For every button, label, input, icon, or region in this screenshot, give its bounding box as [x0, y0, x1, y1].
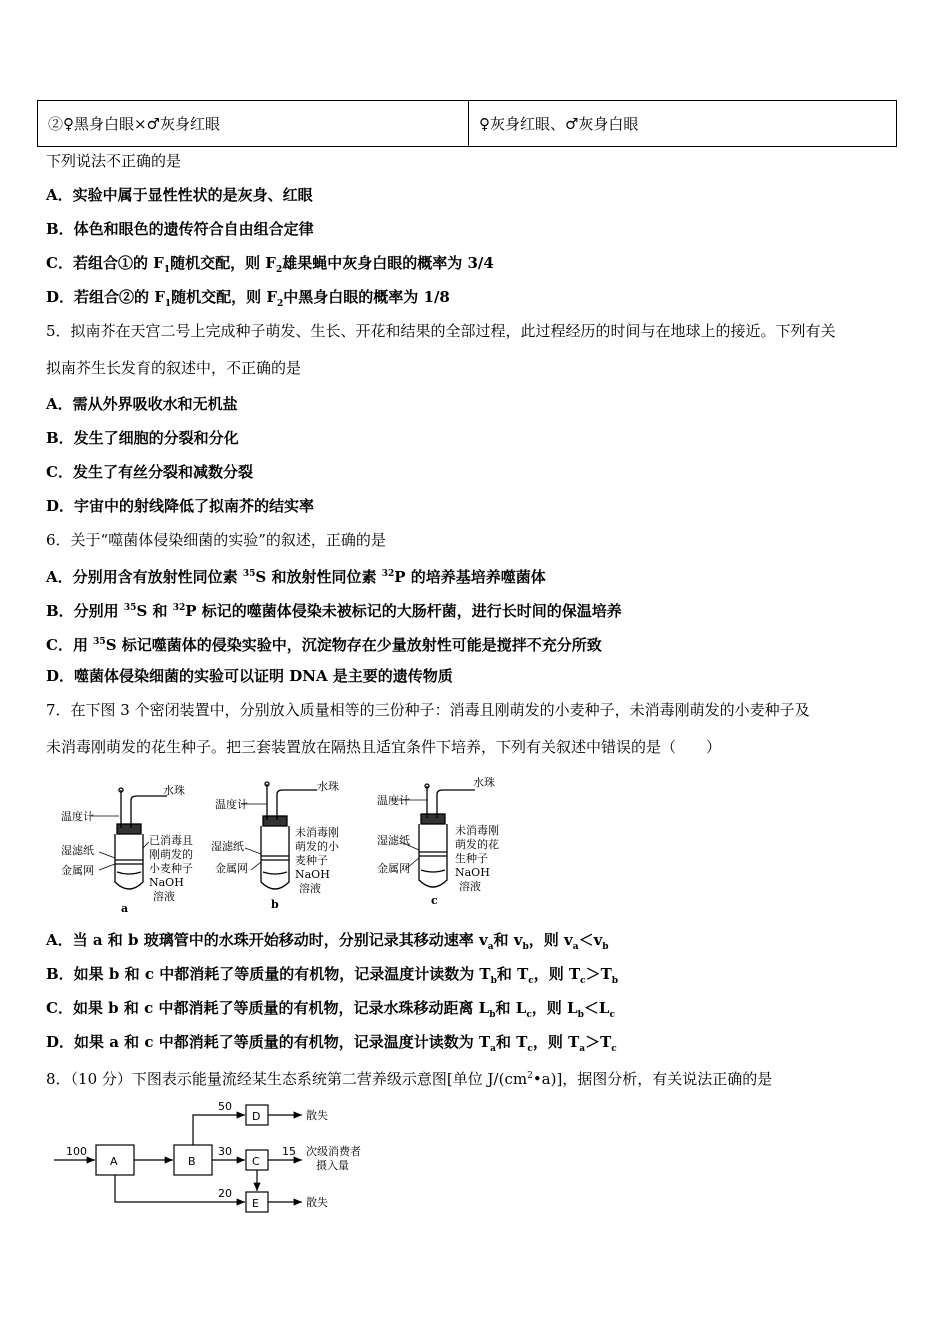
q8-stem: 8．（10 分）下图表示能量流经某生态系统第二营养级示意图[单位 $J/(cm^2•a)$]，据图分析，有关说法正确的是 [46, 1070, 773, 1088]
energy-flow-diagram [50, 1095, 390, 1220]
seed-a-line3: 小麦种子 [149, 862, 193, 875]
q7-option-b: B．如果 b 和 c 中都消耗了等质量的有机物，记录温度计读数为 $T_b$和 $T_c$，则 $T_c>T_b$ [46, 965, 619, 986]
to-c-value: 30 [218, 1145, 232, 1158]
q6-option-c: C．用 $^{35}$S 标记噬菌体的侵染实验中，沉淀物存在少量放射性可能是搅拌不充分所致 [46, 636, 602, 654]
seed-c-line3: 生种子 [455, 852, 488, 865]
consumer-label-line2: 摄入量 [316, 1159, 349, 1172]
cross-table [37, 100, 897, 147]
label-b: b [271, 898, 279, 911]
to-d-value: 50 [218, 1100, 232, 1113]
label-a: a [121, 902, 129, 915]
seed-a-line1: 已消毒且 [149, 834, 193, 847]
seed-b-line2: 萌发的小 [295, 840, 339, 853]
q6-stem: 6．关于“噬菌体侵染细菌的实验”的叙述，正确的是 [46, 531, 386, 549]
thermometer-label-a: 温度计 [61, 810, 94, 823]
solution-label-a: 溶液 [153, 890, 175, 903]
q5-stem-line1: 5．拟南芥在天宫二号上完成种子萌发、生长、开花和结果的全部过程，此过程经历的时间与在地球上的接近。下列有关 [46, 322, 836, 340]
q7-stem-line2: 未消毒刚萌发的花生种子。把三套装置放在隔热且适宜条件下培养，下列有关叙述中错误的是（ ） [46, 738, 722, 756]
q4-stem: 下列说法不正确的是 [46, 152, 182, 170]
q4-option-d: D．若组合②的 $F_1$随机交配，则 $F_2$中黑身白眼的概率为 1/8 [46, 288, 450, 309]
q6-option-d: D．噬菌体侵染细菌的实验可以证明 DNA 是主要的遗传物质 [46, 667, 453, 685]
q7-option-c: C．如果 b 和 c 中都消耗了等质量的有机物，记录水珠移动距离 $L_b$和 $L_c$，则 $L_b<L_c$ [46, 999, 615, 1020]
table-cell-cross: ②♀黑身白眼×♂灰身红眼 [38, 101, 469, 147]
box-e-label: E [252, 1197, 259, 1210]
seed-c-line2: 萌发的花 [455, 838, 499, 851]
q4-option-a: A．实验中属于显性性状的是灰身、红眼 [46, 186, 313, 204]
water-drop-label-c: 水珠 [473, 776, 495, 789]
q7-stem-line1: 7．在下图 3 个密闭装置中，分别放入质量相等的三份种子：消毒且刚萌发的小麦种子，未消毒刚萌发的小麦种子及 [46, 701, 810, 719]
solution-label-b: 溶液 [299, 882, 321, 895]
seed-a-line2: 刚萌发的 [149, 848, 193, 861]
water-drop-label-b: 水珠 [317, 780, 339, 793]
metal-net-label-c: 金属网 [377, 862, 410, 875]
q7-option-d: D．如果 a 和 c 中都消耗了等质量的有机物，记录温度计读数为 $T_a$和 $T_c$，则 $T_a>T_c$ [46, 1033, 617, 1054]
solution-label-c: 溶液 [459, 880, 481, 893]
apparatus-figure [55, 772, 515, 917]
metal-net-label-b: 金属网 [215, 862, 248, 875]
table-cell-result: ♀灰身红眼、♂灰身白眼 [469, 101, 897, 147]
q5-option-a: A．需从外界吸收水和无机盐 [46, 395, 238, 413]
q6-option-a: A．分别用含有放射性同位素 $^{35}$S 和放射性同位素 $^{32}$P 的培养基培养噬菌体 [46, 568, 546, 586]
box-a-label: A [110, 1155, 118, 1168]
label-c: c [431, 894, 438, 907]
wet-paper-label-a: 湿滤纸 [61, 844, 94, 857]
q4-option-c: C．若组合①的 $F_1$随机交配，则 $F_2$雄果蝇中灰身白眼的概率为 3/4 [46, 254, 494, 275]
to-e-value: 20 [218, 1187, 232, 1200]
q4-option-b: B．体色和眼色的遗传符合自由组合定律 [46, 220, 314, 238]
naoh-label-b: NaOH [295, 868, 330, 881]
metal-net-label-a: 金属网 [61, 864, 94, 877]
seed-c-line1: 未消毒刚 [455, 824, 499, 837]
consumer-label-line1: 次级消费者 [306, 1145, 361, 1158]
water-drop-label-a: 水珠 [163, 784, 185, 797]
wet-paper-label-c: 湿滤纸 [377, 834, 410, 847]
seed-b-line3: 麦种子 [295, 854, 328, 867]
naoh-label-a: NaOH [149, 876, 184, 889]
table-row [38, 101, 897, 147]
wet-paper-label-b: 湿滤纸 [211, 840, 244, 853]
input-value: 100 [66, 1145, 87, 1158]
thermometer-label-b: 温度计 [215, 798, 248, 811]
naoh-label-c: NaOH [455, 866, 490, 879]
dissipate-label-e: 散失 [306, 1196, 328, 1209]
q7-option-a: A．当 a 和 b 玻璃管中的水珠开始移动时，分别记录其移动速率 $v_a$和 $v_b$，则 $v_a<v_b$ [46, 931, 609, 952]
q6-option-b: B．分别用 $^{35}$S 和 $^{32}$P 标记的噬菌体侵染未被标记的大肠杆菌，进行长时间的保温培养 [46, 602, 622, 620]
c-out-value: 15 [282, 1145, 296, 1158]
thermometer-label-c: 温度计 [377, 794, 410, 807]
q5-option-b: B．发生了细胞的分裂和分化 [46, 429, 239, 447]
dissipate-label-d: 散失 [306, 1109, 328, 1122]
q5-option-c: C．发生了有丝分裂和减数分裂 [46, 463, 253, 481]
box-c-label: C [252, 1155, 260, 1168]
box-d-label: D [252, 1110, 261, 1123]
q5-stem-line2: 拟南芥生长发育的叙述中，不正确的是 [46, 359, 302, 377]
q5-option-d: D．宇宙中的射线降低了拟南芥的结实率 [46, 497, 315, 515]
box-b-label: B [188, 1155, 196, 1168]
seed-b-line1: 未消毒刚 [295, 826, 339, 839]
